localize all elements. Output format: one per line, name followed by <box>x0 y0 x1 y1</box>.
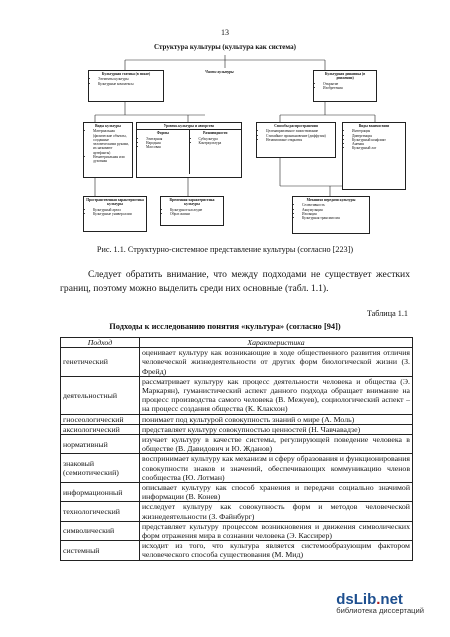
approach-cell: системный <box>61 541 140 560</box>
approaches-table <box>60 337 413 561</box>
statics-title: Культурная статика (в покое) <box>101 72 151 76</box>
table-row <box>61 424 413 434</box>
transfer-item: • Аккумуляция <box>302 208 367 212</box>
table-label: Таблица 1.1 <box>366 309 408 318</box>
spread-item: • Целенаправленное заимствование <box>266 129 333 133</box>
table-row <box>61 376 413 414</box>
approach-cell: технологический <box>61 502 140 521</box>
dynamics-item: • Изобретения <box>323 86 374 90</box>
watermark-logo-dot: . <box>376 591 381 608</box>
table-header-characteristic: Характеристика <box>140 338 413 348</box>
transfer-item: • Культурная трансмиссия <box>302 216 367 220</box>
watermark-logo-tld: net <box>380 591 403 608</box>
table-row <box>61 502 413 521</box>
statics-box <box>88 70 164 102</box>
interaction-item: • Дивергенция <box>352 134 403 138</box>
characteristic-cell: описывает культуру как способ хранения и передачи социально значимой информации (В. Конев) <box>140 483 413 502</box>
dynamics-box <box>313 70 377 102</box>
approach-cell: символический <box>61 521 140 540</box>
interaction-item: • Интеграция <box>352 129 403 133</box>
forms-item: • Элитарная <box>146 137 187 141</box>
varieties-item: • Субкультура <box>199 137 240 141</box>
spatial-item: • Культурный ареал <box>93 208 144 212</box>
transfer-item: • Изоляция <box>302 212 367 216</box>
kinds-item: • Материальная (физические объекты, созданные человеческими руками, их называют артефакты) <box>93 129 130 155</box>
paragraph-text: Следует обратить внимание, что между подходами не существует жестких границ, поэтому можно выделить среди них основные (табл. 1.1). <box>60 269 410 294</box>
characteristic-cell: понимает под культурой совокупность знаний о мире (А. Моль) <box>140 414 413 424</box>
table-row <box>61 348 413 377</box>
interaction-title: Виды взаимосвязи <box>358 124 390 128</box>
figure-caption: Рис. 1.1. Структурно-системное представление культуры (согласно [223]) <box>96 245 354 254</box>
temporal-item: • Образ жизни <box>170 212 221 216</box>
characteristic-cell: изучает культуру в качестве системы, регулирующей поведение человека в обществе (В. Давидович и Ю. Жданов) <box>140 435 413 454</box>
temporal-title: Временная характеристика культуры <box>169 198 215 207</box>
spatial-item: • Культурные универсалии <box>93 212 144 216</box>
spatial-box <box>83 196 147 232</box>
spatial-title: Пространственная характеристика культуры <box>86 198 144 207</box>
table-header-row <box>61 338 413 348</box>
page-number: 13 <box>221 28 229 37</box>
spread-title: Способы распространения <box>274 124 318 128</box>
table-row <box>61 541 413 560</box>
table-row <box>61 521 413 540</box>
interaction-item: • Анемия <box>352 142 403 146</box>
characteristic-cell: воспринимает культуру как механизм и сферу образования и функционирования совокупности знаков и значений, обеспечивающих коммуникацию членов сообщества (Ю. Лотман) <box>140 454 413 483</box>
interaction-box <box>342 122 406 190</box>
varieties-item: • Контркультура <box>199 141 240 145</box>
approach-cell: знаковый (семиотический) <box>61 454 140 483</box>
kinds-item: • Нематериальная или духовная <box>93 155 130 164</box>
approach-cell: гносеологический <box>61 414 140 424</box>
characteristic-cell: оценивает культуру как возникающие в ходе общественного развития отличия человеческой жизнедеятельности от других форм биологической жизни (З. Фрейд) <box>140 348 413 377</box>
forms-item: • Народная <box>146 141 187 145</box>
varieties-title: Разновидности <box>203 131 228 136</box>
characteristic-cell: представляет культуру процессом возникновения и движения символических форм отражения мира в сознании человека (Э. Кассирер) <box>140 521 413 540</box>
forms-title: Формы <box>156 131 169 136</box>
transfer-item: • Селективность <box>302 203 367 207</box>
transfer-title: Механизм передачи культуры <box>306 198 356 202</box>
temporal-box <box>160 196 224 226</box>
kinds-box <box>83 122 133 178</box>
temporal-item: • Культурное наследие <box>170 208 221 212</box>
characteristic-cell: исследует культуру как совокупность форм и методов человеческой жизнедеятельности (З. Файнбург) <box>140 502 413 521</box>
transfer-box <box>292 196 370 234</box>
table-row <box>61 414 413 424</box>
levels-title: Уровень культуры и авторство <box>137 123 241 130</box>
statics-item: • Культурные комплексы <box>98 82 161 86</box>
approach-cell: аксиологический <box>61 424 140 434</box>
table-row <box>61 454 413 483</box>
approach-cell: нормативный <box>61 435 140 454</box>
table-row <box>61 435 413 454</box>
characteristic-cell: исходит из того, что культура является системообразующим фактором человеческого способа существования (М. Мид) <box>140 541 413 560</box>
dynamics-title: Культурная динамика (в движении) <box>324 72 366 81</box>
kinds-title: Виды культуры <box>95 124 121 128</box>
spread-box <box>256 122 336 158</box>
watermark-subtitle: библиотека диссертаций <box>336 606 424 615</box>
forms-item: • Массовая <box>146 145 187 149</box>
varieties-column <box>190 130 242 174</box>
interaction-item: • Культурный лаг <box>352 146 403 150</box>
spread-item: • Независимые открытия <box>266 138 333 142</box>
characteristic-cell: представляет культуру совокупностью ценностей (Н. Чавчавадзе) <box>140 424 413 434</box>
watermark <box>336 591 424 615</box>
spread-item: • Стихийное проникновение (диффузия) <box>266 134 333 138</box>
table-row <box>61 483 413 502</box>
forms-column <box>137 130 190 174</box>
diagram-title: Структура культуры (культура как система) <box>154 43 296 51</box>
statics-item: • Элементы культуры <box>98 77 161 81</box>
characteristic-cell: рассматривает культуру как процесс деятельности человека и общества (Э. Маркарян), гуманистический аспект данного подхода обращает внимание на процесс производства самого человека (В. Межуев), социологический аспект – на процесс создания общества (К. Клакхон) <box>140 376 413 414</box>
approach-cell: генетический <box>61 348 140 377</box>
body-paragraph <box>60 268 410 296</box>
approach-cell: деятельностный <box>61 376 140 414</box>
watermark-logo-main: dsLib <box>336 591 377 608</box>
interaction-item: • Культурный конфликт <box>352 138 403 142</box>
table-title: Подходы к исследованию понятия «культура» (согласно [94]) <box>109 322 341 331</box>
center-label: Части культуры <box>205 70 234 74</box>
table-header-approach: Подход <box>61 338 140 348</box>
levels-box <box>136 122 242 178</box>
approach-cell: информационный <box>61 483 140 502</box>
dynamics-item: • Открытие <box>323 82 374 86</box>
